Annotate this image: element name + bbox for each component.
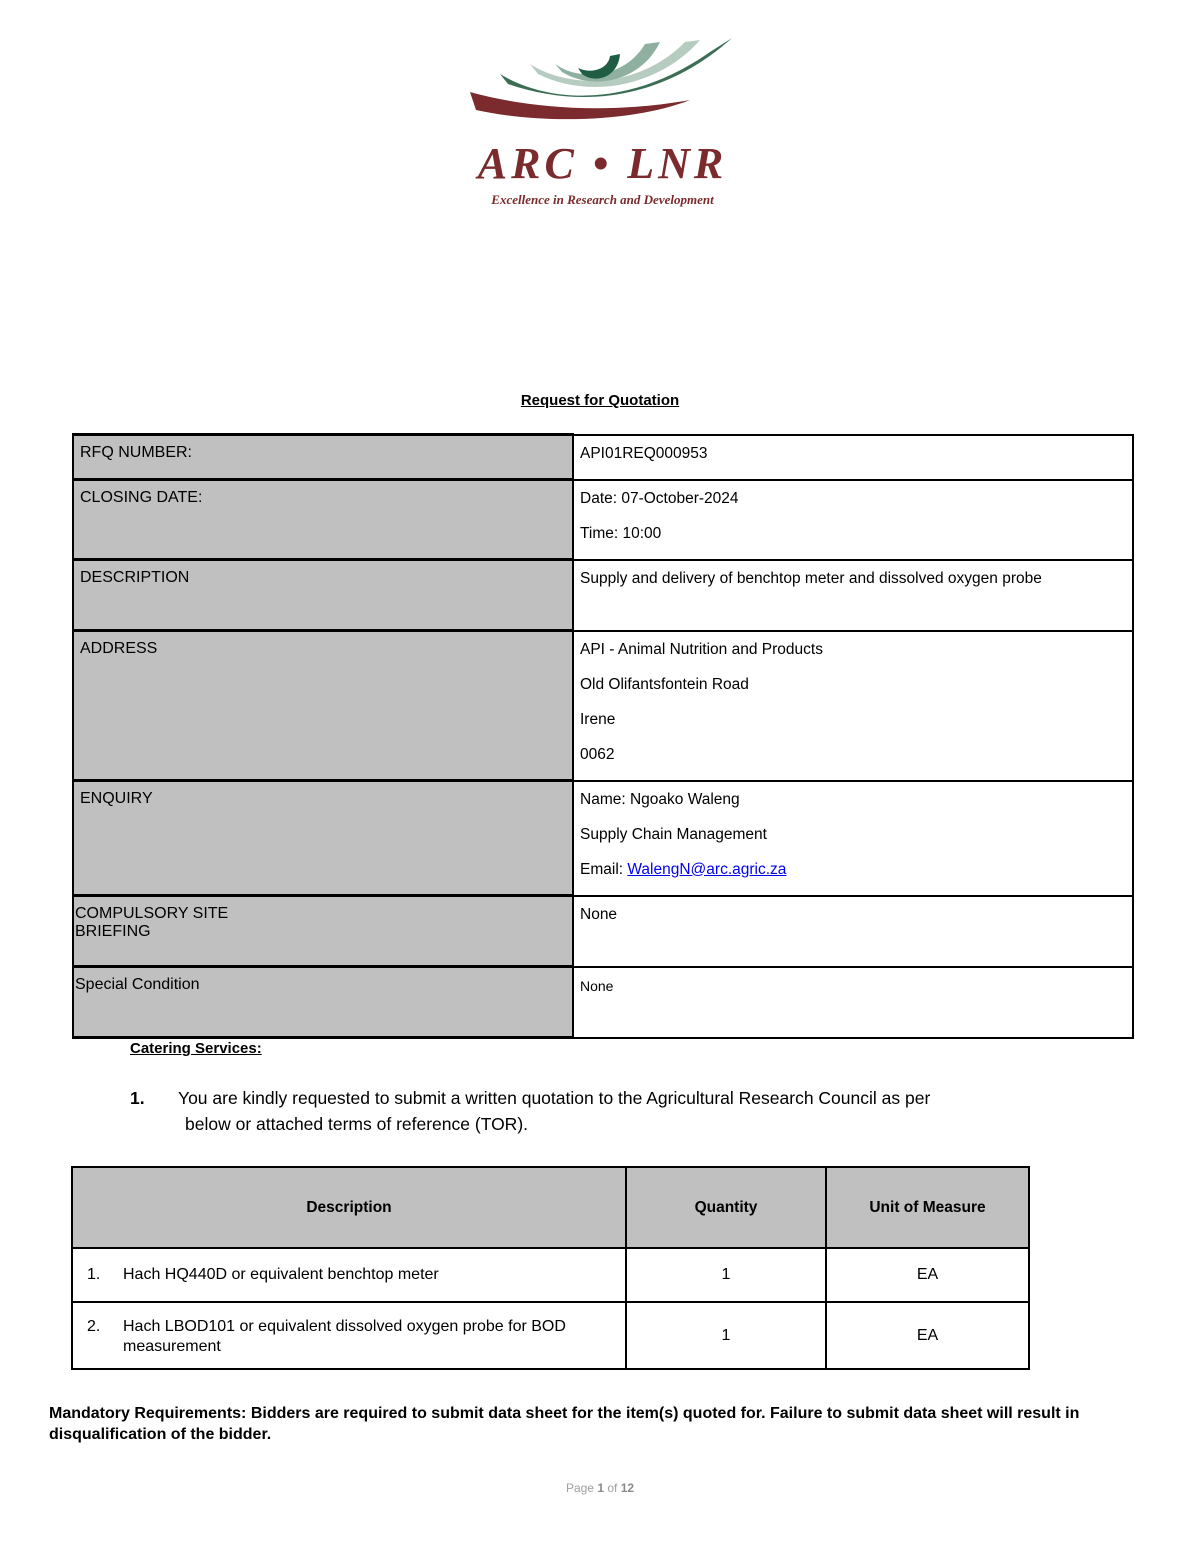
special-condition-label: Special Condition (73, 967, 573, 1038)
closing-time: Time: 10:00 (580, 524, 662, 542)
rfq-row-special-condition (73, 967, 1133, 1038)
enquiry-email-line (580, 860, 1132, 880)
enquiry-department: Supply Chain Management (580, 825, 767, 843)
instruction-paragraph (130, 1085, 1050, 1137)
table-row (72, 1302, 1029, 1369)
instruction-line-2: below or attached terms of reference (TOR). (185, 1114, 529, 1134)
item-description (72, 1248, 626, 1302)
rfq-number-value (573, 435, 1133, 480)
footer-total-pages: 12 (620, 1481, 635, 1495)
section-heading: Catering Services: (130, 1040, 262, 1057)
logo-text: ARC • LNR (477, 139, 728, 188)
rfq-row-site-briefing (73, 896, 1133, 967)
item-number: 1. (87, 1266, 101, 1283)
instruction-number: 1. (130, 1088, 145, 1108)
footer-current-page: 1 (597, 1481, 604, 1495)
description-text: Supply and delivery of benchtop meter and dissolved oxygen probe (580, 569, 1042, 587)
page-footer (0, 1481, 1200, 1495)
header-unit: Unit of Measure (826, 1167, 1029, 1248)
rfq-row-closing-date (73, 480, 1133, 560)
special-condition-text: None (580, 977, 614, 994)
rfq-row-address (73, 631, 1133, 781)
item-unit: EA (826, 1302, 1029, 1369)
arc-logo (460, 34, 745, 214)
rfq-row-enquiry (73, 781, 1133, 896)
item-quantity: 1 (626, 1248, 826, 1302)
site-briefing-label (73, 896, 573, 967)
item-description (72, 1302, 626, 1369)
email-link[interactable]: WalengN@arc.agric.za (627, 860, 787, 878)
items-table (71, 1166, 1030, 1370)
closing-date: Date: 07-October-2024 (580, 489, 739, 507)
address-line-4: 0062 (580, 745, 615, 763)
page-title: Request for Quotation (520, 392, 680, 409)
logo-swoosh-graphic (460, 34, 745, 144)
description-label: DESCRIPTION (73, 560, 573, 631)
header-quantity: Quantity (626, 1167, 826, 1248)
address-value (573, 631, 1133, 781)
item-description-cont: measurement (123, 1338, 221, 1355)
address-line-1: API - Animal Nutrition and Products (580, 640, 823, 658)
table-row (72, 1248, 1029, 1302)
item-unit: EA (826, 1248, 1029, 1302)
enquiry-label: ENQUIRY (73, 781, 573, 896)
logo-tagline: Excellence in Research and Development (491, 192, 714, 207)
rfq-number: API01REQ000953 (580, 444, 708, 462)
footer-of-word: of (607, 1481, 618, 1495)
site-briefing-value (573, 896, 1133, 967)
rfq-number-label: RFQ NUMBER: (73, 435, 573, 480)
item-number: 2. (87, 1318, 101, 1335)
footer-page-word: Page (565, 1481, 594, 1495)
description-value (573, 560, 1133, 631)
site-briefing-text: None (580, 905, 618, 923)
email-prefix: Email: (580, 860, 628, 878)
item-quantity: 1 (626, 1302, 826, 1369)
rfq-row-number (73, 435, 1133, 480)
special-condition-value (573, 967, 1133, 1038)
instruction-line-1 (130, 1085, 1050, 1111)
site-briefing-label-text: COMPULSORY SITE BRIEFING (75, 905, 229, 940)
address-line-3: Irene (580, 710, 616, 728)
enquiry-name: Name: Ngoako Waleng (580, 790, 740, 808)
header-description: Description (72, 1167, 626, 1248)
enquiry-value (573, 781, 1133, 896)
closing-date-value (573, 480, 1133, 560)
items-header-row (72, 1167, 1029, 1248)
rfq-details-table (72, 433, 1134, 1039)
rfq-row-description (73, 560, 1133, 631)
address-line-2: Old Olifantsfontein Road (580, 675, 749, 693)
item-description-text: Hach LBOD101 or equivalent dissolved oxygen probe for BOD (123, 1318, 566, 1335)
mandatory-requirements: Mandatory Requirements: Bidders are required to submit data sheet for the item(s) quoted for. Failure to submit data sheet will result in disqualification of the bidder. (49, 1405, 1080, 1443)
instruction-text-1: You are kindly requested to submit a written quotation to the Agricultural Research Council as per (178, 1088, 931, 1108)
closing-date-label: CLOSING DATE: (73, 480, 573, 560)
item-description-text: Hach HQ440D or equivalent benchtop meter (123, 1266, 439, 1283)
address-label: ADDRESS (73, 631, 573, 781)
